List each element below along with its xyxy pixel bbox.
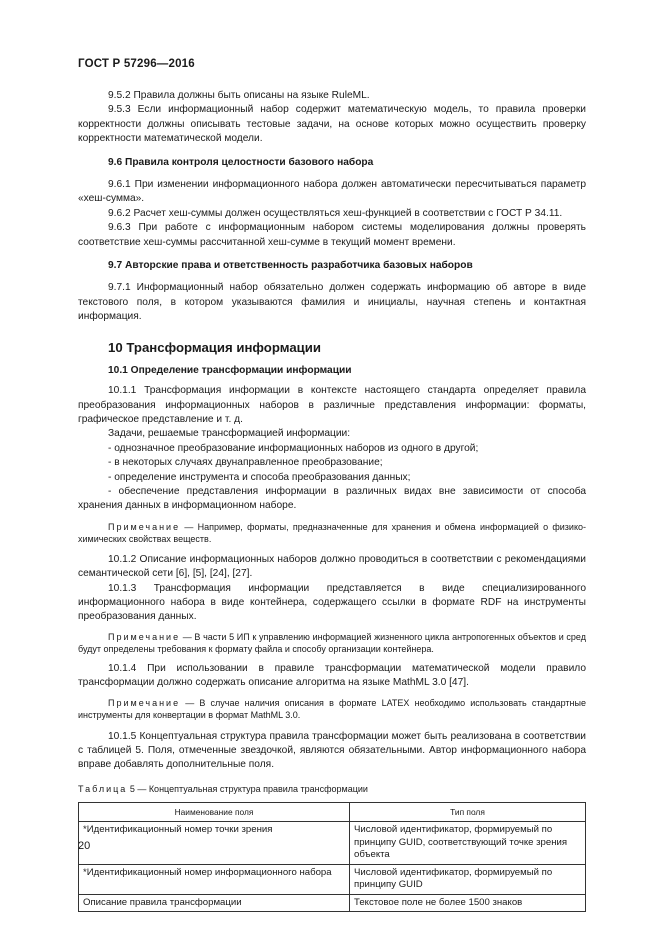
- list-item: - в некоторых случаях двунаправленное преобразование;: [108, 457, 383, 469]
- list-item: - однозначное преобразование информационных наборов из одного в другой;: [108, 442, 479, 454]
- note-text: — В части 5 ИП к управлению информацией жизненного цикла антропогенных объектов и сред будут определены требования к формату файла и способу организации контейнера.: [78, 631, 586, 655]
- section-heading-10-1: 10.1 Определение трансформации информации: [108, 364, 352, 376]
- table-cell: *Идентификационный номер информационного набора: [79, 864, 350, 894]
- paragraph-10-1-2: 10.1.2 Описание информационных наборов должно проводиться в соответствии с рекомендациями семантической сети [6], [5], [24], [27].: [78, 553, 586, 580]
- note-label: Примечание: [108, 521, 181, 532]
- section-heading-9-6: 9.6 Правила контроля целостности базового набора: [108, 156, 374, 168]
- section-heading-9-7: 9.7 Авторские права и ответственность разработчика базовых наборов: [108, 260, 473, 272]
- table-caption-text: 5 — Концептуальная структура правила трансформации: [129, 783, 368, 794]
- standard-header: ГОСТ Р 57296—2016: [78, 58, 195, 70]
- paragraph-9-6-1: 9.6.1 При изменении информационного набора должен автоматически пересчитываться параметр «хеш-сумма».: [78, 179, 586, 205]
- paragraph-9-6-3: 9.6.3 При работе с информационным набором системы моделирования должны проверять соответствие хеш-суммы рассчитанной хеш-сумме в текущий момент времени.: [78, 222, 586, 248]
- table-header-row: [79, 802, 586, 822]
- paragraph-10-1-3: 10.1.3 Трансформация информации представляется в виде специализированного информационного набора в виде контейнера, содержащего ссылки в формате RDF на инструменты преобразования данных.: [78, 582, 586, 623]
- table-cell: Числовой идентификатор, формируемый по принципу GUID, соответствующий точке зрения объекта: [350, 822, 586, 865]
- table-header-cell: Тип поля: [350, 802, 586, 822]
- section-heading-10: 10 Трансформация информации: [108, 339, 321, 355]
- table-row: [79, 894, 586, 912]
- note-text: — В случае наличия описания в формате LATEX необходимо использовать стандартные инструменты для конвертации в формат MathML 3.0.: [78, 697, 586, 721]
- note-label: Примечание: [108, 697, 181, 708]
- table-header-cell: Наименование поля: [79, 802, 350, 822]
- note-3: [78, 697, 586, 722]
- paragraph-10-1-4: 10.1.4 При использовании в правиле трансформации математической модели правило трансформации должно содержать описание алгоритма на языке MathML 3.0 [47].: [78, 662, 586, 689]
- paragraph-9-5-2: 9.5.2 Правила должны быть описаны на языке RuleML.: [108, 90, 370, 101]
- note-label: Примечание: [108, 631, 181, 642]
- paragraph-9-5-3: 9.5.3 Если информационный набор содержит математическую модель, то правила проверки корректности должны описывать тестовые задачи, на основе которых можно осуществить проверку корректности математической модели.: [78, 104, 586, 145]
- table-caption: [78, 783, 586, 795]
- table-row: [79, 822, 586, 865]
- tasks-intro: Задачи, решаемые трансформацией информации:: [108, 428, 351, 440]
- list-item: - обеспечение представления информации в различных видах вне зависимости от способа хранения данных в информационном наборе.: [78, 485, 586, 512]
- page-content: [78, 89, 586, 912]
- note-1: [78, 521, 586, 546]
- page-number: 20: [78, 840, 91, 852]
- table-5: [78, 802, 586, 913]
- paragraph-9-6-2: 9.6.2 Расчет хеш-суммы должен осуществляться хеш-функцией в соответствии с ГОСТ Р 34.11.: [108, 207, 563, 219]
- table-cell: Текстовое поле не более 1500 знаков: [350, 894, 586, 912]
- paragraph-9-7-1: 9.7.1 Информационный набор обязательно должен содержать информацию об авторе в виде текстового поля, в котором указываются фамилия и инициалы, научная степень и контактная информация.: [78, 282, 586, 323]
- note-2: [78, 631, 586, 656]
- table-cell: Описание правила трансформации: [79, 894, 350, 912]
- table-caption-label: Таблица: [78, 783, 128, 794]
- table-cell: Числовой идентификатор, формируемый по принципу GUID: [350, 864, 586, 894]
- table-row: [79, 864, 586, 894]
- list-item: - определение инструмента и способа преобразования данных;: [108, 471, 411, 483]
- note-text: — Например, форматы, предназначенные для хранения и обмена информацией о физико-химических свойствах веществ.: [78, 521, 586, 545]
- paragraph-10-1-1: 10.1.1 Трансформация информации в контексте настоящего стандарта определяет правила преобразования информационных наборов в различные представления информации: форматы, графическое представление и т. д.: [78, 385, 586, 425]
- paragraph-10-1-5: 10.1.5 Концептуальная структура правила трансформации может быть реализована в соответствии с таблицей 5. Поля, отмеченные звездочкой, являются обязательными. Автор информационного набора вправе добавлять дополнительные поля.: [78, 730, 586, 771]
- table-cell: *Идентификационный номер точки зрения: [79, 822, 350, 865]
